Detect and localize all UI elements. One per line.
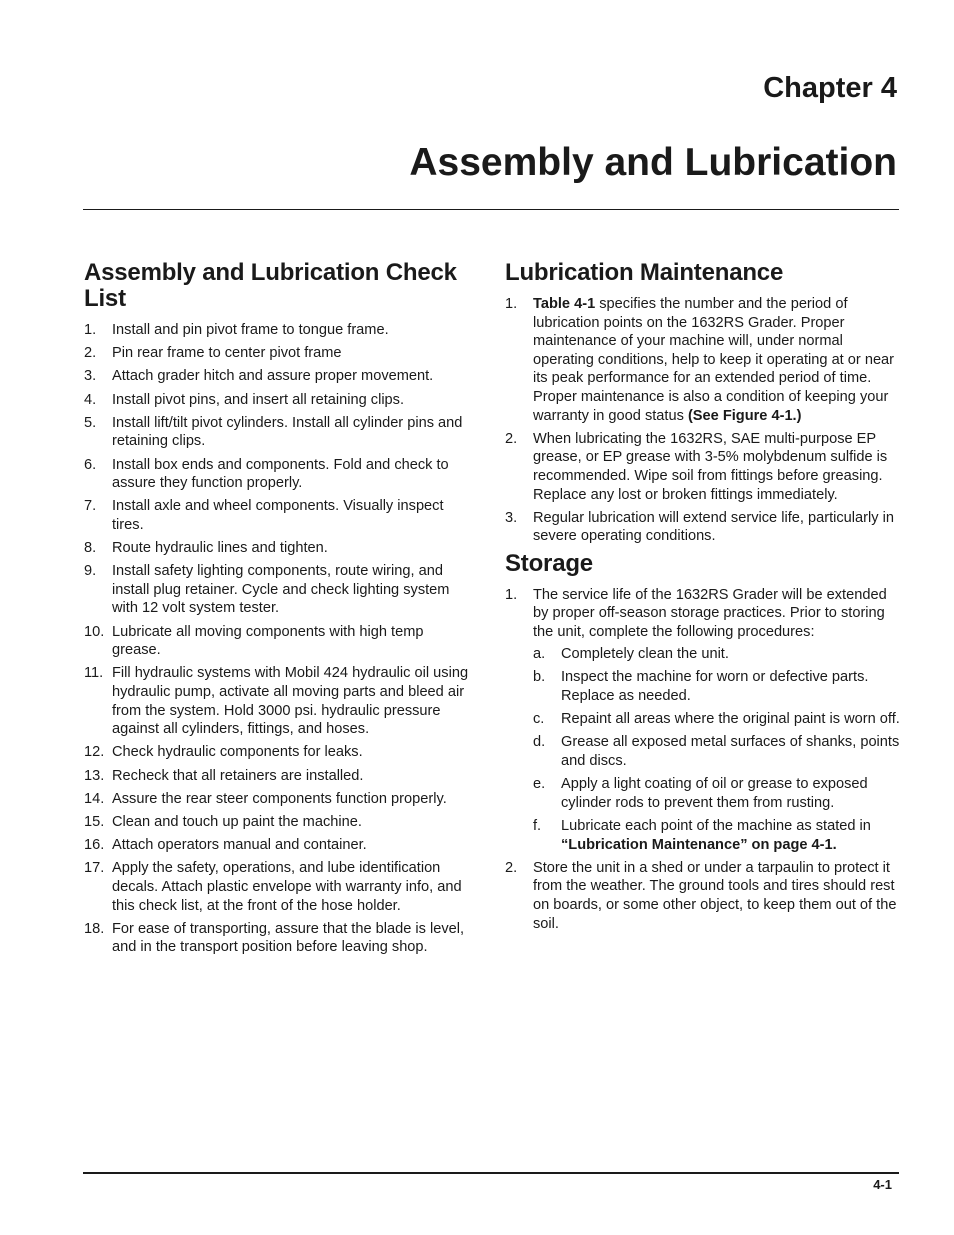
header-divider <box>83 209 899 210</box>
checklist-item <box>84 344 476 363</box>
item-text: Attach grader hitch and assure proper movement. <box>112 368 434 385</box>
lubrication-list <box>505 295 900 546</box>
subitem-letter: f. <box>533 818 542 834</box>
item-number: 3. <box>84 368 97 385</box>
storage-item <box>505 586 900 855</box>
checklist-item <box>84 623 476 660</box>
checklist-item <box>84 539 476 558</box>
subitem-text: Completely clean the unit. <box>561 646 729 663</box>
item-text: Install lift/tilt pivot cylinders. Install all cylinder pins and retaining clips. <box>112 414 463 450</box>
footer-divider <box>83 1172 899 1174</box>
item-number: 16. <box>84 837 105 854</box>
storage-subitem <box>533 668 900 705</box>
item-number: 13. <box>84 767 105 784</box>
subitem-letter: e. <box>533 776 546 793</box>
item-text: Install and pin pivot frame to tongue frame. <box>112 322 389 338</box>
item-number: 11. <box>84 665 104 682</box>
checklist-item <box>84 367 476 386</box>
subitem-letter: a. <box>533 646 546 663</box>
item-number: 10. <box>84 623 105 640</box>
chapter-label: Chapter 4 <box>763 72 897 104</box>
checklist-item <box>84 391 476 410</box>
subitem-text: Apply a light coating of oil or grease to exposed cylinder rods to prevent them from rusting. <box>561 776 868 811</box>
item-number: 4. <box>84 391 97 408</box>
item-number: 14. <box>84 790 105 807</box>
storage-heading: Storage <box>505 549 593 577</box>
subitem-letter: d. <box>533 734 546 751</box>
checklist-item <box>84 920 476 957</box>
checklist-item <box>84 456 476 493</box>
left-column <box>84 260 476 962</box>
item-text: Store the unit in a shed or under a tarpaulin to protect it from the weather. The ground tools and tires should rest on boards, or some other object, to keep them out of the soil. <box>533 859 897 932</box>
checklist-item <box>84 836 476 855</box>
item-text: For ease of transporting, assure that the blade is level, and in the transport position before leaving shop. <box>112 920 465 956</box>
lubrication-item <box>505 430 900 504</box>
lubrication-item <box>505 509 900 546</box>
chapter-title: Assembly and Lubrication <box>409 141 897 184</box>
page-number: 4-1 <box>873 1177 892 1192</box>
subitem-letter: b. <box>533 669 546 686</box>
item-number: 5. <box>84 414 97 431</box>
checklist-item <box>84 321 476 340</box>
item-number: 7. <box>84 498 97 515</box>
item-text: Regular lubrication will extend service life, particularly in severe operating conditions. <box>533 509 894 545</box>
item-number: 9. <box>84 563 97 580</box>
right-column <box>505 260 900 938</box>
storage-subitem <box>533 817 900 854</box>
item-text: Check hydraulic components for leaks. <box>112 744 363 761</box>
item-number: 17. <box>84 860 105 877</box>
subitem-text: Grease all exposed metal surfaces of shanks, points and discs. <box>561 734 900 770</box>
checklist-heading: Assembly and Lubrication Check List <box>84 259 457 312</box>
storage-list <box>505 586 900 934</box>
item-text: Install safety lighting components, route wiring, and install plug retainer. Cycle and check lighting system with 12 volt system tester. <box>112 563 450 617</box>
checklist-item <box>84 664 476 738</box>
item-number: 6. <box>84 456 97 473</box>
checklist-list <box>84 321 476 957</box>
item-text: Clean and touch up paint the machine. <box>112 813 362 830</box>
item-text: Route hydraulic lines and tighten. <box>112 540 328 557</box>
item-number: 2. <box>505 859 518 876</box>
subitem-text: Repaint all areas where the original paint is worn off. <box>561 711 900 728</box>
item-number: 1. <box>505 586 518 603</box>
item-text: When lubricating the 1632RS, SAE multi-purpose EP grease, or EP grease with 3-5% molybdenum sulfide is recommended. Wipe soil from fittings before greasing. Replace any lost or broken fittings immediately. <box>533 430 888 503</box>
item-text: Lubricate all moving components with high temp grease. <box>112 623 424 659</box>
item-number: 2. <box>84 345 97 362</box>
checklist-item <box>84 562 476 618</box>
item-text: The service life of the 1632RS Grader will be extended by proper off-season storage practices. Prior to storing the unit, complete the following procedures: <box>533 586 887 640</box>
item-number: 8. <box>84 540 97 557</box>
item-text: Assure the rear steer components function properly. <box>112 790 447 807</box>
lubrication-item <box>505 295 900 425</box>
storage-subitem <box>533 733 900 770</box>
item-text: Fill hydraulic systems with Mobil 424 hydraulic oil using hydraulic pump, activate all moving parts and bleed air from the system. Hold 3000 psi. hydraulic pressure against all cylinders, fittings, and hoses. <box>112 665 469 738</box>
item-number: 18. <box>84 920 105 937</box>
item-text: Install pivot pins, and insert all retaining clips. <box>112 391 405 408</box>
item-text: Apply the safety, operations, and lube identification decals. Attach plastic envelope with warranty info, and this check list, at the front of the hose holder. <box>112 860 462 914</box>
cross-reference-link[interactable]: “Lubrication Maintenance” on page 4-1. <box>561 836 837 853</box>
item-number: 15. <box>84 813 105 830</box>
storage-subitem <box>533 710 900 729</box>
item-text: Pin rear frame to center pivot frame <box>112 345 342 362</box>
item-text: Attach operators manual and container. <box>112 837 367 854</box>
storage-sublist <box>533 645 900 854</box>
item-text: specifies the number and the period of lubrication points on the 1632RS Grader. Proper maintenance of your machine will, under normal operating conditions, help to keep it operating at or near its peak performance for an extended period of time. Proper maintenance is also a condition of keeping your warranty in good status <box>533 296 895 424</box>
checklist-item <box>84 767 476 786</box>
subitem-letter: c. <box>533 711 545 728</box>
item-number: 3. <box>505 509 518 526</box>
lubrication-heading: Lubrication Maintenance <box>505 259 784 286</box>
item-text: Recheck that all retainers are installed. <box>112 767 364 784</box>
storage-item <box>505 859 900 933</box>
figure-reference: (See Figure 4-1.) <box>687 407 802 424</box>
item-text: Install box ends and components. Fold and check to assure they function properly. <box>112 456 449 492</box>
item-number: 1. <box>505 296 518 312</box>
item-text: Install axle and wheel components. Visually inspect tires. <box>112 498 444 533</box>
checklist-item <box>84 497 476 534</box>
checklist-item <box>84 790 476 809</box>
subitem-text: Lubricate each point of the machine as stated in <box>561 818 871 834</box>
item-number: 12. <box>84 744 105 761</box>
checklist-item <box>84 414 476 451</box>
checklist-item <box>84 859 476 915</box>
checklist-item <box>84 743 476 762</box>
checklist-item <box>84 813 476 832</box>
storage-subitem <box>533 645 900 664</box>
table-reference: Table 4-1 <box>533 296 596 312</box>
subitem-text: Inspect the machine for worn or defective parts. Replace as needed. <box>561 669 869 705</box>
item-number: 2. <box>505 430 518 447</box>
storage-subitem <box>533 775 900 812</box>
item-number: 1. <box>84 322 97 338</box>
